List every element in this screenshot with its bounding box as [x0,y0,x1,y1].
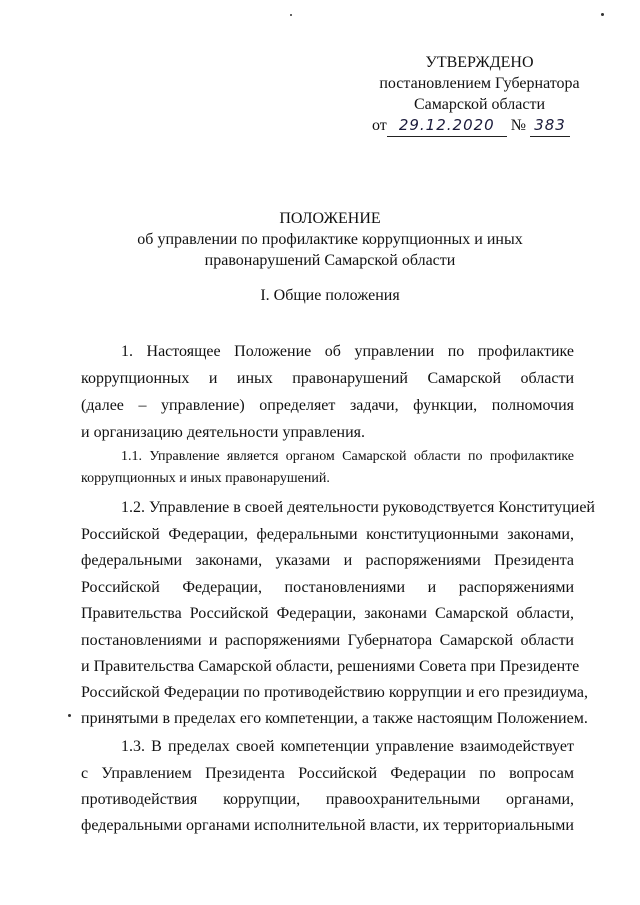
handwritten-number: 383 [530,115,570,137]
paragraph-line: федеральными органами исполнительной власти, их территориальными [81,817,574,834]
approval-stamp [372,52,587,137]
number-prefix: № [510,117,527,134]
paragraph-line: и Правительства Самарской области, решениями Совета при Президенте [81,658,580,675]
title-main: ПОЛОЖЕНИЕ [279,210,381,227]
paragraph-line: с Управлением Президента Российской Федерации по вопросам [81,765,574,782]
paragraph-line: и организацию деятельности управления. [81,424,366,441]
approval-date-line [372,115,587,137]
paragraph-line: Правительства Российской Федерации, законами Самарской области, [81,605,574,622]
scan-speck [290,14,292,16]
paragraph-line: коррупционных и иных правонарушений. [81,471,330,486]
paragraph-line: постановлениями и распоряжениями Губернатора Самарской области [81,632,574,649]
approval-line-1: постановлением Губернатора [379,75,580,92]
paragraph-line: (далее – управление) определяет задачи, функции, полномочия [81,397,574,414]
document-title [80,208,580,271]
approval-line-2: Самарской области [414,96,545,113]
scan-speck [68,714,71,717]
paragraph-line: 1.1. Управление является органом Самарской области по профилактике [121,449,574,464]
paragraph-line: федеральными законами, указами и распоряжениями Президента [81,552,574,569]
paragraph-line: 1. Настоящее Положение об управлении по профилактике [121,343,574,360]
paragraph-line: 1.3. В пределах своей компетенции управление взаимодействует [121,738,574,755]
paragraph-line: коррупционных и иных правонарушений Самарской области [81,370,574,387]
section-heading: I. Общие положения [260,287,400,304]
approval-heading: УТВЕРЖДЕНО [425,54,534,71]
paragraph-line: Российской Федерации по противодействию коррупции и его президиума, [81,684,589,701]
paragraph-line: 1.2. Управление в своей деятельности руководствуется Конституцией [121,499,595,516]
paragraph-line: принятыми в пределах его компетенции, а также настоящим Положением. [81,710,588,727]
title-line-1: об управлении по профилактике коррупционных и иных [137,231,523,248]
paragraph-line: Российской Федерации, постановлениями и распоряжениями [81,579,574,596]
scan-speck [601,13,604,16]
paragraph-line: Российской Федерации, федеральными конституционными законами, [81,526,574,543]
title-line-2: правонарушений Самарской области [204,252,456,269]
handwritten-date: 29.12.2020 [387,115,507,137]
date-prefix: от [372,117,387,134]
paragraph-line: противодействия коррупции, правоохранительными органами, [81,791,574,808]
